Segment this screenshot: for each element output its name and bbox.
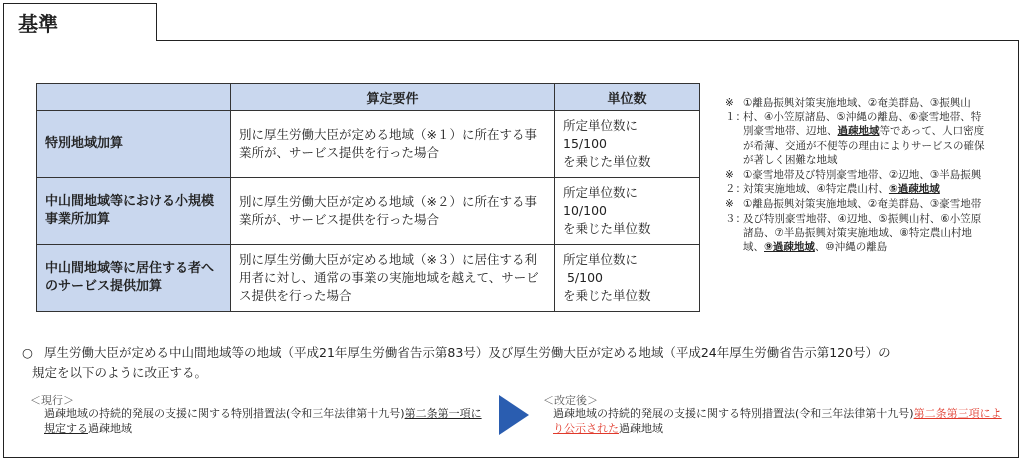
unit-line: を乗じた単位数	[563, 154, 651, 169]
footnote-part: ①豪雪地帯及び特別豪雪地帯、②辺地、③半島振興対策実施地域、④特定農山村、	[743, 169, 982, 196]
header-unit: 単位数	[555, 84, 700, 111]
unit-line: 所定単位数に	[563, 118, 639, 133]
revised-text	[553, 406, 1003, 436]
footnote-mark: ※２：	[725, 169, 746, 196]
footnotes	[725, 96, 987, 255]
header-name	[37, 84, 231, 111]
row-name: 中山間地域等における小規模事業所加算	[37, 178, 231, 245]
bullet-circle: ○	[22, 345, 33, 360]
footnote-part: ①離島振興対策実施地域、②奄美群島、③振興山村、④小笠原諸島、⑤沖縄の離島、⑥豪雪地帯、特別豪雪地帯、辺地、	[743, 97, 982, 138]
revised-text-part: 過疎地域	[619, 422, 663, 435]
footnote-part: 等であって、人口密度が希薄、交通が不便等の理由によりサービスの確保が著しく困難な地域	[743, 125, 985, 166]
current-label: ＜現行＞	[30, 394, 74, 407]
footnote-2	[725, 168, 987, 196]
footnote-emphasis: ⑤過疎地域	[888, 183, 940, 196]
current-text-underlined: 第二条第一項に規定する	[44, 407, 482, 435]
current-text-part: 過疎地域	[88, 422, 132, 435]
footnote-emphasis: 過疎地域	[837, 125, 880, 138]
revised-text-part: 過疎地域の持続的発展の支援に関する特別措置法(令和三年法律第十九号)	[553, 407, 914, 420]
footnote-text	[743, 168, 987, 196]
revision-paragraph	[22, 343, 1002, 383]
unit-line: 所定単位数に	[563, 185, 639, 200]
row-name: 特別地域加算	[37, 111, 231, 178]
table-header-row	[37, 84, 700, 111]
current-text	[44, 406, 484, 436]
tab-title: 基準	[3, 3, 157, 41]
row-unit	[555, 245, 700, 312]
row-unit	[555, 111, 700, 178]
footnote-part: ①離島振興対策実施地域、②奄美群島、③豪雪地帯及び特別豪雪地帯、④辺地、⑤振興山村、⑥小笠原諸島、⑦半島振興対策実施地域、⑧特定農山村地域、	[743, 198, 982, 254]
footnote-text	[743, 96, 987, 167]
row-name: 中山間地域等に居住する者へのサービス提供加算	[37, 245, 231, 312]
row-requirement: 別に厚生労働大臣が定める地域（※１）に所在する事業所が、サービス提供を行った場合	[231, 111, 555, 178]
footnote-mark: ※１：	[725, 97, 746, 124]
footnote-mark: ※３：	[725, 198, 746, 225]
unit-line: を乗じた単位数	[563, 288, 651, 303]
tab-divider-cover	[5, 39, 156, 42]
arrow-right-icon	[499, 395, 529, 435]
unit-line: 15/100	[563, 136, 607, 151]
paragraph-text-cont: 規定を以下のように改正する。	[32, 365, 208, 380]
row-unit	[555, 178, 700, 245]
footnote-text	[743, 197, 987, 254]
unit-line: を乗じた単位数	[563, 221, 651, 236]
footnote-3	[725, 197, 987, 254]
footnote-emphasis: ⑨過疎地域	[764, 241, 815, 254]
table-row	[37, 111, 700, 178]
unit-line: 所定単位数に	[563, 252, 639, 267]
row-requirement: 別に厚生労働大臣が定める地域（※２）に所在する事業所が、サービス提供を行った場合	[231, 178, 555, 245]
table-row	[37, 178, 700, 245]
revised-text-highlight: 第二条第三項により公示された	[553, 407, 1002, 435]
footnote-part: 、⑩沖縄の離島	[814, 241, 888, 254]
table-row	[37, 245, 700, 312]
row-requirement: 別に厚生労働大臣が定める地域（※３）に居住する利用者に対し、通常の事業の実施地域を越えて、サービス提供を行った場合	[231, 245, 555, 312]
footnote-1	[725, 96, 987, 167]
paragraph-text: 厚生労働大臣が定める中山間地域等の地域（平成21年厚生労働省告示第83号）及び厚生労働大臣が定める地域（平成24年厚生労働省告示第120号）の	[44, 345, 891, 360]
revised-label: ＜改定後＞	[543, 394, 598, 407]
unit-line: 10/100	[563, 203, 607, 218]
unit-line: 5/100	[563, 270, 603, 285]
requirements-table	[36, 83, 700, 312]
current-text-part: 過疎地域の持続的発展の支援に関する特別措置法(令和三年法律第十九号)	[44, 407, 405, 420]
header-requirement: 算定要件	[231, 84, 555, 111]
